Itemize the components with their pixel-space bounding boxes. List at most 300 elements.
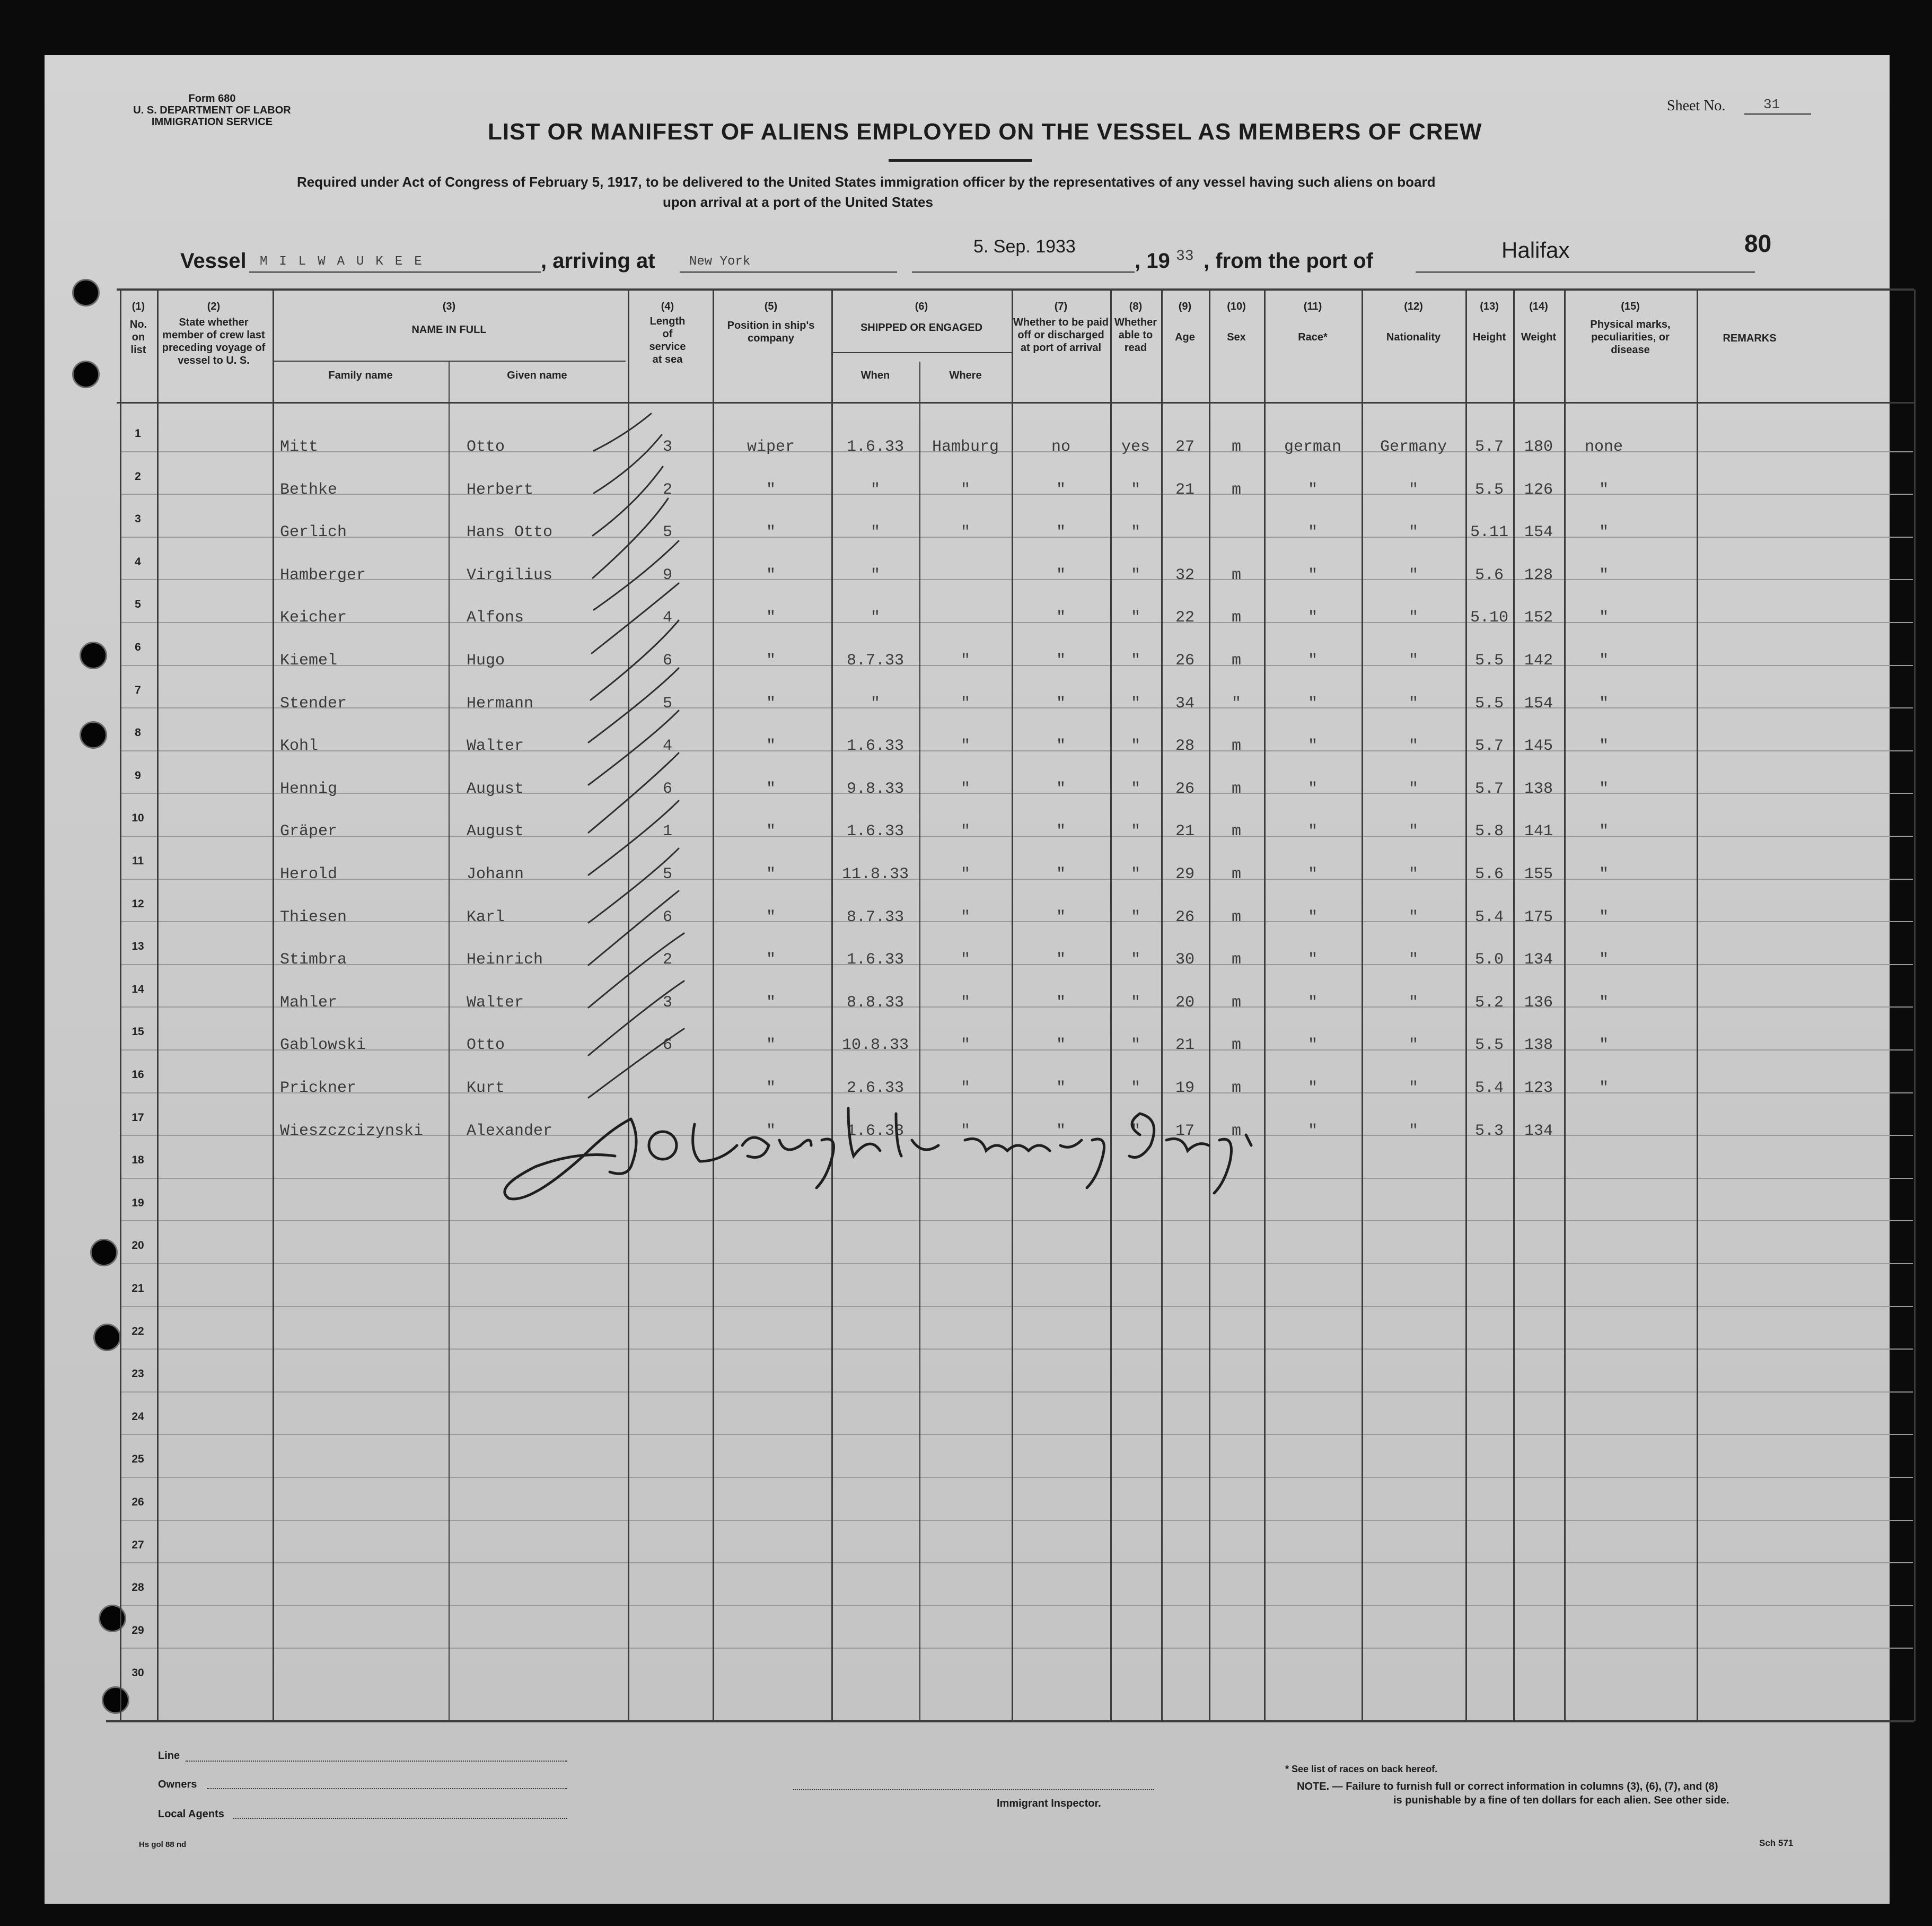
cell-paid: " bbox=[1056, 737, 1066, 755]
cell-nationality: " bbox=[1408, 908, 1418, 926]
cell-read: " bbox=[1130, 994, 1140, 1012]
cell-sex: m bbox=[1231, 822, 1241, 841]
cell-marks: " bbox=[1599, 566, 1609, 584]
row-number: 14 bbox=[131, 983, 144, 995]
cell-read: " bbox=[1130, 737, 1140, 755]
cell-sex: m bbox=[1231, 1036, 1241, 1054]
cell-nationality: " bbox=[1408, 994, 1418, 1012]
cell-race: " bbox=[1307, 566, 1318, 584]
cell-marks: " bbox=[1599, 1036, 1609, 1054]
cell-read: " bbox=[1130, 908, 1140, 926]
cell-marks: " bbox=[1599, 481, 1609, 499]
cell-given: Johann bbox=[467, 865, 524, 883]
cell-where: " bbox=[960, 1036, 970, 1054]
cell-when: 9.8.33 bbox=[846, 780, 904, 798]
vessel-label: Vessel bbox=[180, 249, 247, 273]
cell-weight: 175 bbox=[1524, 908, 1553, 926]
cell-marks: " bbox=[1599, 695, 1609, 713]
cell-family: Kiemel bbox=[280, 652, 338, 670]
cell-height: 5.10 bbox=[1470, 609, 1508, 627]
cell-read: " bbox=[1130, 566, 1140, 584]
footer-owners-underline bbox=[207, 1788, 567, 1790]
cell-where: " bbox=[960, 523, 970, 541]
cell-given: Heinrich bbox=[467, 951, 543, 969]
cell-read: " bbox=[1130, 780, 1140, 798]
cell-family: Kohl bbox=[280, 737, 319, 755]
col-13-label: Height bbox=[1472, 331, 1506, 343]
cell-sex: m bbox=[1231, 566, 1241, 584]
footer-line-underline bbox=[186, 1761, 567, 1762]
cell-nationality: " bbox=[1408, 951, 1418, 969]
cell-height: 5.6 bbox=[1474, 566, 1504, 584]
row-number: 3 bbox=[135, 513, 141, 525]
cell-paid: " bbox=[1056, 865, 1066, 883]
cell-age: 29 bbox=[1175, 865, 1195, 883]
cell-family: Stimbra bbox=[280, 951, 347, 969]
col-9-num: (9) bbox=[1178, 301, 1192, 312]
cell-marks: " bbox=[1599, 994, 1609, 1012]
cell-paid: " bbox=[1056, 908, 1066, 926]
cell-race: " bbox=[1307, 737, 1318, 755]
cell-when: 1.6.33 bbox=[846, 822, 904, 841]
col-6-num: (6) bbox=[915, 301, 928, 312]
cell-age: 32 bbox=[1175, 566, 1195, 584]
cell-age: 28 bbox=[1175, 737, 1195, 755]
list-number: 80 bbox=[1744, 230, 1772, 257]
col-12-label: Nationality bbox=[1386, 331, 1441, 343]
cell-read: " bbox=[1130, 523, 1140, 541]
footer-agents-underline bbox=[233, 1818, 567, 1819]
cell-sex: m bbox=[1231, 737, 1241, 755]
cell-service: 3 bbox=[662, 994, 672, 1012]
row-number: 4 bbox=[135, 556, 141, 568]
cell-age: 26 bbox=[1175, 908, 1195, 926]
cell-where: " bbox=[960, 908, 970, 926]
cell-position: " bbox=[766, 822, 776, 841]
cell-given: Herbert bbox=[467, 481, 534, 499]
row-number: 8 bbox=[135, 726, 141, 739]
from-port: Halifax bbox=[1501, 238, 1570, 262]
row-number: 22 bbox=[131, 1325, 144, 1337]
cell-sex: m bbox=[1231, 652, 1241, 670]
col-9-label: Age bbox=[1175, 331, 1195, 343]
cell-position: " bbox=[766, 780, 776, 798]
cell-given: Virgilius bbox=[467, 566, 553, 584]
cell-marks: " bbox=[1599, 523, 1609, 541]
cell-weight: 154 bbox=[1524, 695, 1553, 713]
cell-nationality: " bbox=[1408, 1036, 1418, 1054]
cell-position: " bbox=[766, 481, 776, 499]
cell-weight: 155 bbox=[1524, 865, 1553, 883]
cell-where: " bbox=[960, 865, 970, 883]
cell-height: 5.8 bbox=[1474, 822, 1504, 841]
cell-age: 17 bbox=[1175, 1122, 1195, 1140]
cell-race: " bbox=[1307, 1122, 1318, 1140]
cell-family: Gräper bbox=[280, 822, 338, 841]
cell-nationality: " bbox=[1408, 481, 1418, 499]
cell-position: " bbox=[766, 652, 776, 670]
row-number: 21 bbox=[131, 1282, 144, 1294]
cell-height: 5.4 bbox=[1474, 1079, 1504, 1097]
cell-where: " bbox=[960, 951, 970, 969]
cell-paid: " bbox=[1056, 951, 1066, 969]
cell-race: " bbox=[1307, 609, 1318, 627]
cell-position: " bbox=[766, 609, 776, 627]
cell-family: Keicher bbox=[280, 609, 347, 627]
year-prefix: , 19 bbox=[1135, 249, 1170, 273]
cell-race: " bbox=[1307, 652, 1318, 670]
cell-service: 6 bbox=[662, 652, 672, 670]
col-6-label: SHIPPED OR ENGAGED bbox=[860, 322, 983, 334]
cell-service: 4 bbox=[662, 609, 672, 627]
row-number: 29 bbox=[131, 1624, 144, 1636]
cell-paid: " bbox=[1056, 1036, 1066, 1054]
footer-line-label: Line bbox=[158, 1750, 180, 1762]
cell-given: Walter bbox=[467, 737, 524, 755]
cell-service: 5 bbox=[662, 695, 672, 713]
cell-when: " bbox=[870, 481, 880, 499]
cell-given: Walter bbox=[467, 994, 524, 1012]
cell-service: 2 bbox=[662, 481, 672, 499]
cell-weight: 128 bbox=[1524, 566, 1553, 584]
cell-service: 4 bbox=[662, 737, 672, 755]
row-number: 30 bbox=[131, 1667, 144, 1679]
department-name: U. S. DEPARTMENT OF LABOR bbox=[133, 104, 291, 116]
cell-position: " bbox=[766, 994, 776, 1012]
col-14-label: Weight bbox=[1521, 331, 1557, 343]
cell-service: 6 bbox=[662, 1036, 672, 1054]
cell-when: 8.7.33 bbox=[846, 908, 904, 926]
cell-position: " bbox=[766, 695, 776, 713]
col-7-num: (7) bbox=[1054, 301, 1068, 312]
cell-height: 5.4 bbox=[1474, 908, 1504, 926]
inspector-label: Immigrant Inspector. bbox=[997, 1798, 1101, 1809]
cell-race: german bbox=[1284, 438, 1342, 456]
row-number: 19 bbox=[131, 1197, 144, 1209]
cell-marks: " bbox=[1599, 780, 1609, 798]
row-number: 25 bbox=[131, 1453, 144, 1465]
cell-weight: 126 bbox=[1524, 481, 1553, 499]
row-number: 1 bbox=[135, 427, 141, 440]
cell-race: " bbox=[1307, 951, 1318, 969]
remarks-label: REMARKS bbox=[1723, 332, 1777, 344]
cell-family: Mitt bbox=[280, 438, 319, 456]
col-1-label: No. on list bbox=[129, 319, 147, 356]
cell-given: Karl bbox=[467, 908, 505, 926]
cell-position: " bbox=[766, 737, 776, 755]
cell-family: Hennig bbox=[280, 780, 338, 798]
cell-position: wiper bbox=[747, 438, 795, 456]
col-3-num: (3) bbox=[442, 301, 456, 312]
cell-given: Kurt bbox=[467, 1079, 505, 1097]
row-number: 5 bbox=[135, 598, 141, 610]
form-number: Form 680 bbox=[188, 93, 236, 104]
cell-when: 1.6.33 bbox=[846, 737, 904, 755]
cell-family: Gerlich bbox=[280, 523, 347, 541]
cell-read: " bbox=[1130, 865, 1140, 883]
cell-paid: " bbox=[1056, 1079, 1066, 1097]
col-2-label: State whether member of crew last preceding voyage of vessel to U. S. bbox=[162, 317, 266, 366]
row-number: 9 bbox=[135, 769, 141, 782]
row-number: 24 bbox=[131, 1411, 144, 1423]
cell-paid: " bbox=[1056, 994, 1066, 1012]
cell-sex: m bbox=[1231, 481, 1241, 499]
cell-position: " bbox=[766, 1122, 776, 1140]
cell-weight: 154 bbox=[1524, 523, 1553, 541]
cell-age: 30 bbox=[1175, 951, 1195, 969]
cell-service: 6 bbox=[662, 908, 672, 926]
cell-when: " bbox=[870, 523, 880, 541]
cell-where: " bbox=[960, 695, 970, 713]
cell-family: Wieszczcizynski bbox=[280, 1122, 424, 1140]
cell-read: " bbox=[1130, 652, 1140, 670]
col-5-num: (5) bbox=[764, 301, 778, 312]
family-name-subheader: Family name bbox=[328, 370, 393, 381]
cell-weight: 134 bbox=[1524, 951, 1553, 969]
cell-where: " bbox=[960, 1122, 970, 1140]
cell-position: " bbox=[766, 865, 776, 883]
cell-where: " bbox=[960, 652, 970, 670]
cell-service: 6 bbox=[662, 780, 672, 798]
inspector-signature-line bbox=[793, 1789, 1154, 1791]
col-8-num: (8) bbox=[1129, 301, 1143, 312]
cell-age: 27 bbox=[1175, 438, 1195, 456]
cell-nationality: " bbox=[1408, 652, 1418, 670]
penalty-note-2: is punishable by a fine of ten dollars for each alien. See other side. bbox=[1393, 1794, 1729, 1806]
cell-sex: m bbox=[1231, 865, 1241, 883]
cell-given: Otto bbox=[467, 438, 505, 456]
cell-height: 5.5 bbox=[1474, 695, 1504, 713]
from-label: , from the port of bbox=[1204, 249, 1373, 273]
cell-age: 21 bbox=[1175, 1036, 1195, 1054]
cell-read: " bbox=[1130, 1079, 1140, 1097]
cell-when: 11.8.33 bbox=[841, 865, 909, 883]
cell-marks: " bbox=[1599, 822, 1609, 841]
cell-age: 26 bbox=[1175, 780, 1195, 798]
cell-age: 21 bbox=[1175, 481, 1195, 499]
cell-height: 5.11 bbox=[1470, 523, 1508, 541]
cell-race: " bbox=[1307, 822, 1318, 841]
cell-height: 5.7 bbox=[1474, 737, 1504, 755]
cell-sex: m bbox=[1231, 780, 1241, 798]
cell-when: 2.6.33 bbox=[846, 1079, 904, 1097]
cell-marks: " bbox=[1599, 951, 1609, 969]
cell-nationality: " bbox=[1408, 865, 1418, 883]
cell-weight: 152 bbox=[1524, 609, 1553, 627]
cell-service: 3 bbox=[662, 438, 672, 456]
row-number: 17 bbox=[131, 1111, 144, 1124]
cell-family: Herold bbox=[280, 865, 338, 883]
cell-nationality: " bbox=[1408, 523, 1418, 541]
sheet-number: 31 bbox=[1763, 97, 1780, 112]
service-name: IMMIGRATION SERVICE bbox=[151, 116, 273, 128]
cell-when: 1.6.33 bbox=[846, 951, 904, 969]
col-13-num: (13) bbox=[1480, 301, 1499, 312]
cell-paid: " bbox=[1056, 566, 1066, 584]
cell-family: Bethke bbox=[280, 481, 338, 499]
cell-read: " bbox=[1130, 1122, 1140, 1140]
cell-when: 1.6.33 bbox=[846, 438, 904, 456]
cell-family: Thiesen bbox=[280, 908, 347, 926]
cell-sex: m bbox=[1231, 438, 1241, 456]
cell-where: " bbox=[960, 994, 970, 1012]
cell-when: 8.7.33 bbox=[846, 652, 904, 670]
cell-marks: " bbox=[1599, 908, 1609, 926]
cell-family: Prickner bbox=[280, 1079, 357, 1097]
sheet-label: Sheet No. bbox=[1667, 98, 1726, 114]
cell-position: " bbox=[766, 1079, 776, 1097]
row-number: 27 bbox=[131, 1539, 144, 1551]
cell-where: " bbox=[960, 737, 970, 755]
cell-height: 5.6 bbox=[1474, 865, 1504, 883]
cell-paid: " bbox=[1056, 1122, 1066, 1140]
cell-height: 5.7 bbox=[1474, 438, 1504, 456]
when-subheader: When bbox=[860, 370, 890, 381]
cell-family: Mahler bbox=[280, 994, 338, 1012]
cell-race: " bbox=[1307, 1036, 1318, 1054]
races-note: * See list of races on back hereof. bbox=[1285, 1764, 1438, 1774]
cell-marks: " bbox=[1599, 737, 1609, 755]
cell-marks: " bbox=[1599, 865, 1609, 883]
col-12-num: (12) bbox=[1404, 301, 1423, 312]
cell-where: Hamburg bbox=[932, 438, 999, 456]
cell-height: 5.2 bbox=[1474, 994, 1504, 1012]
cell-when: 1.6.33 bbox=[846, 1122, 904, 1140]
cell-weight: 136 bbox=[1524, 994, 1553, 1012]
cell-weight: 138 bbox=[1524, 1036, 1553, 1054]
col-11-num: (11) bbox=[1303, 301, 1322, 312]
cell-race: " bbox=[1307, 695, 1318, 713]
cell-given: Alfons bbox=[467, 609, 524, 627]
cell-service: 2 bbox=[662, 951, 672, 969]
cell-nationality: " bbox=[1408, 780, 1418, 798]
cell-height: 5.0 bbox=[1474, 951, 1504, 969]
cell-weight: 134 bbox=[1524, 1122, 1553, 1140]
cell-race: " bbox=[1307, 780, 1318, 798]
cell-read: " bbox=[1130, 951, 1140, 969]
cell-paid: " bbox=[1056, 481, 1066, 499]
row-number: 11 bbox=[131, 855, 144, 867]
row-number: 18 bbox=[131, 1154, 144, 1166]
cell-sex: " bbox=[1231, 695, 1241, 713]
cell-when: 10.8.33 bbox=[841, 1036, 909, 1054]
cell-age: 34 bbox=[1175, 695, 1195, 713]
cell-family: Gablowski bbox=[280, 1036, 366, 1054]
cell-race: " bbox=[1307, 481, 1318, 499]
col-10-num: (10) bbox=[1227, 301, 1246, 312]
cell-service: 9 bbox=[662, 566, 672, 584]
cell-service: 1 bbox=[662, 822, 672, 841]
cell-where: " bbox=[960, 481, 970, 499]
col-2-num: (2) bbox=[207, 301, 221, 312]
cell-read: " bbox=[1130, 609, 1140, 627]
cell-service: 5 bbox=[662, 865, 672, 883]
cell-nationality: " bbox=[1408, 566, 1418, 584]
cell-sex: m bbox=[1231, 994, 1241, 1012]
cell-paid: " bbox=[1056, 609, 1066, 627]
cell-height: 5.7 bbox=[1474, 780, 1504, 798]
cell-given: Hermann bbox=[467, 695, 534, 713]
col-11-label: Race* bbox=[1298, 331, 1328, 343]
cell-when: " bbox=[870, 566, 880, 584]
cell-age: 20 bbox=[1175, 994, 1195, 1012]
row-number: 12 bbox=[131, 898, 144, 910]
cell-nationality: " bbox=[1408, 737, 1418, 755]
cell-paid: " bbox=[1056, 695, 1066, 713]
row-number: 2 bbox=[135, 470, 141, 483]
cell-read: " bbox=[1130, 1036, 1140, 1054]
cell-when: 8.8.33 bbox=[846, 994, 904, 1012]
cell-weight: 141 bbox=[1524, 822, 1553, 841]
arrival-date: 5. Sep. 1933 bbox=[973, 237, 1076, 257]
cell-age: 26 bbox=[1175, 652, 1195, 670]
cell-read: " bbox=[1130, 481, 1140, 499]
subtitle-line-2: upon arrival at a port of the United States bbox=[663, 194, 933, 210]
cell-read: " bbox=[1130, 822, 1140, 841]
cell-nationality: " bbox=[1408, 695, 1418, 713]
footer-agents-label: Local Agents bbox=[158, 1808, 224, 1820]
cell-sex: m bbox=[1231, 908, 1241, 926]
cell-given: Alexander bbox=[467, 1122, 553, 1140]
cell-weight: 145 bbox=[1524, 737, 1553, 755]
col-5-label: Position in ship's company bbox=[727, 320, 815, 344]
cell-position: " bbox=[766, 1036, 776, 1054]
cell-paid: no bbox=[1051, 438, 1070, 456]
cell-when: " bbox=[870, 695, 880, 713]
cell-sex: m bbox=[1231, 1079, 1241, 1097]
cell-paid: " bbox=[1056, 523, 1066, 541]
cell-given: Hans Otto bbox=[467, 523, 553, 541]
cell-where: " bbox=[960, 822, 970, 841]
cell-family: Hamberger bbox=[280, 566, 366, 584]
row-number: 23 bbox=[131, 1368, 144, 1380]
row-number: 10 bbox=[131, 812, 144, 824]
cell-age: 22 bbox=[1175, 609, 1195, 627]
cell-marks: " bbox=[1599, 652, 1609, 670]
col-10-label: Sex bbox=[1227, 331, 1246, 343]
cell-weight: 123 bbox=[1524, 1079, 1553, 1097]
cell-when: " bbox=[870, 609, 880, 627]
cell-marks: none bbox=[1584, 438, 1623, 456]
cell-race: " bbox=[1307, 865, 1318, 883]
cell-read: yes bbox=[1121, 438, 1150, 456]
arriving-port: New York bbox=[689, 255, 751, 269]
cell-position: " bbox=[766, 951, 776, 969]
col-8-label: Whether able to read bbox=[1114, 317, 1157, 354]
col-15-num: (15) bbox=[1621, 301, 1640, 312]
cell-position: " bbox=[766, 908, 776, 926]
row-number: 28 bbox=[131, 1581, 144, 1594]
cell-given: August bbox=[467, 780, 524, 798]
cell-race: " bbox=[1307, 1079, 1318, 1097]
row-number: 13 bbox=[131, 940, 144, 952]
row-number: 6 bbox=[135, 641, 141, 653]
col-15-label: Physical marks, peculiarities, or disease bbox=[1590, 319, 1671, 356]
vessel-name: MILWAUKEE bbox=[260, 255, 434, 269]
cell-height: 5.5 bbox=[1474, 481, 1504, 499]
schedule-code: Sch 571 bbox=[1759, 1838, 1794, 1848]
cell-sex: m bbox=[1231, 951, 1241, 969]
penalty-note-1: NOTE. — Failure to furnish full or correct information in columns (3), (6), (7), and (8) bbox=[1297, 1781, 1718, 1792]
cell-family: Stender bbox=[280, 695, 347, 713]
cell-nationality: " bbox=[1408, 1079, 1418, 1097]
arriving-label: , arriving at bbox=[541, 249, 655, 273]
cell-weight: 142 bbox=[1524, 652, 1553, 670]
cell-given: Otto bbox=[467, 1036, 505, 1054]
page-title: LIST OR MANIFEST OF ALIENS EMPLOYED ON THE VESSEL AS MEMBERS OF CREW bbox=[488, 119, 1482, 145]
cell-nationality: " bbox=[1408, 609, 1418, 627]
cell-sex: m bbox=[1231, 1122, 1241, 1140]
